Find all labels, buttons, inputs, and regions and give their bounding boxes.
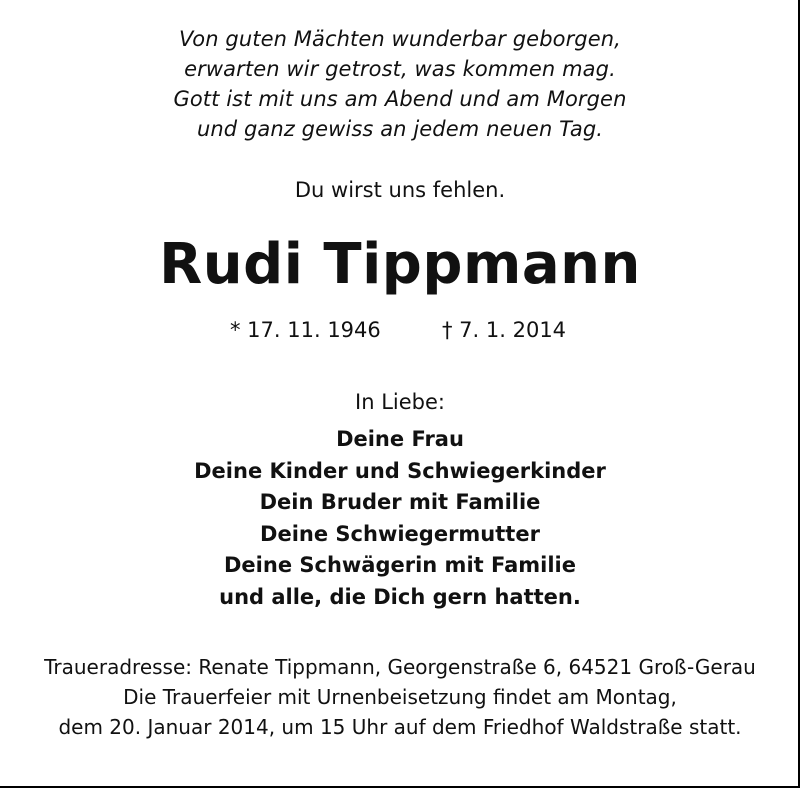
- deceased-name: Rudi Tippmann: [159, 232, 641, 297]
- mourning-address: Traueradresse: Renate Tippmann, Georgenstraße 6, 64521 Groß-Gerau: [44, 655, 756, 679]
- poem-line: Von guten Mächten wunderbar geborgen,: [179, 27, 621, 51]
- farewell-text: Du wirst uns fehlen.: [294, 178, 506, 202]
- poem: [0, 24, 800, 144]
- death-date: † 7. 1. 2014: [442, 318, 567, 342]
- family-member: Deine Frau: [336, 427, 464, 451]
- family-member: und alle, die Dich gern hatten.: [219, 584, 581, 609]
- family-member: Deine Schwiegermutter: [260, 521, 540, 546]
- poem-line: erwarten wir getrost, was kommen mag.: [184, 57, 616, 81]
- birth-date: * 17. 11. 1946: [230, 318, 381, 342]
- footer-info: [0, 652, 800, 742]
- life-dates: [0, 315, 800, 345]
- in-love-label: In Liebe:: [355, 390, 445, 414]
- family-list: [0, 424, 800, 613]
- ceremony-info-line: dem 20. Januar 2014, um 15 Uhr auf dem Friedhof Waldstraße statt.: [58, 715, 742, 739]
- family-member: Deine Kinder und Schwiegerkinder: [194, 458, 606, 483]
- family-member: Deine Schwägerin mit Familie: [224, 553, 576, 577]
- poem-line: und ganz gewiss an jedem neuen Tag.: [196, 117, 604, 141]
- poem-line: Gott ist mit uns am Abend und am Morgen: [173, 87, 627, 111]
- family-member: Dein Bruder mit Familie: [259, 490, 541, 514]
- ceremony-info-line: Die Trauerfeier mit Urnenbeisetzung findet am Montag,: [123, 685, 677, 709]
